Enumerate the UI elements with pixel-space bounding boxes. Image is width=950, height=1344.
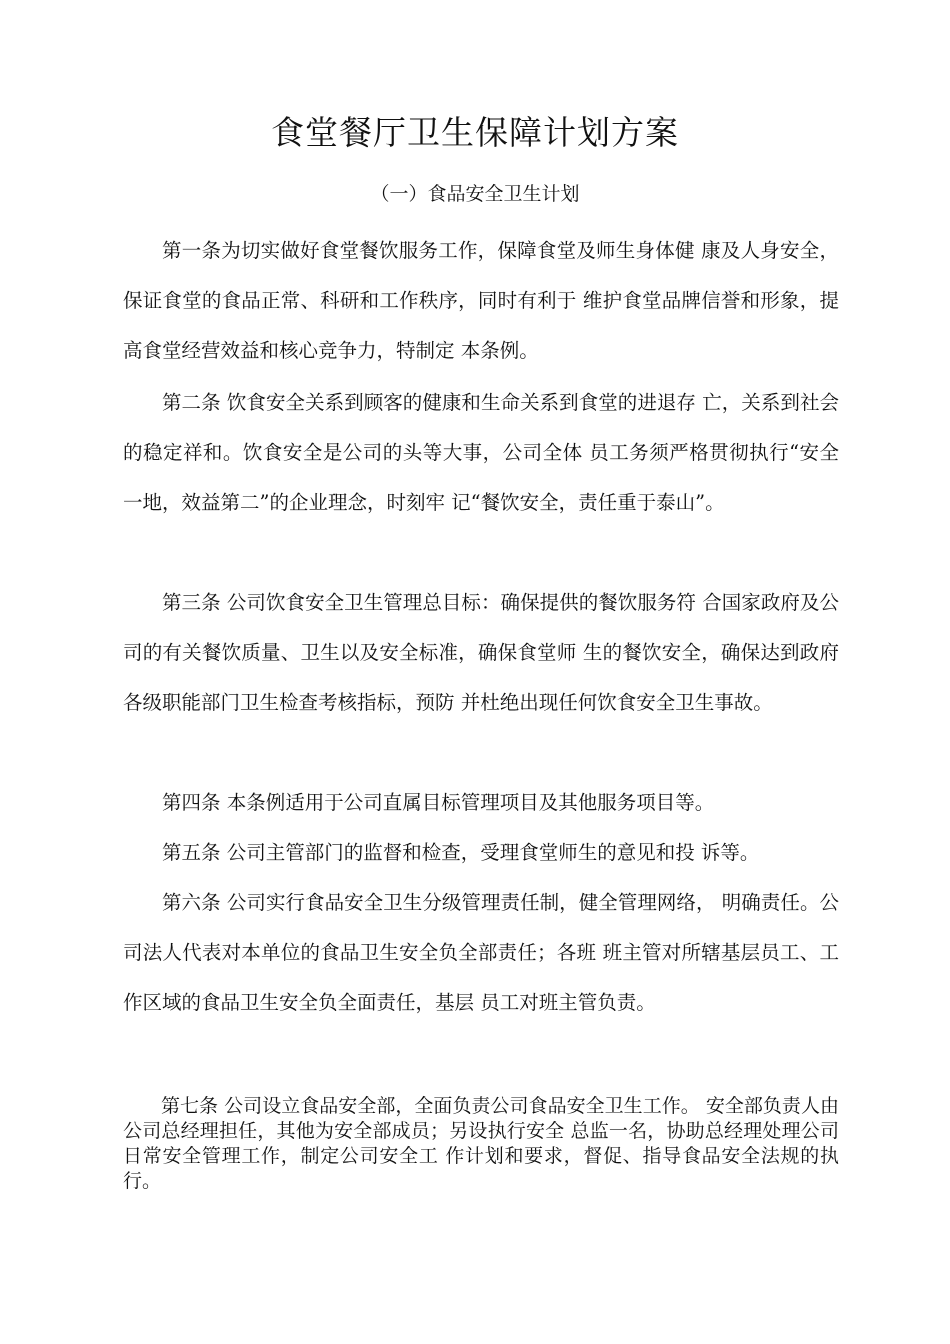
article-7-paragraph: 第七条 公司设立食品安全部，全面负责公司食品安全卫生工作。 安全部负责人由公司总经理担任，其他为安全部成员；另设执行安全 总监一名，协助总经理处理公司日常安全管理工作，制定公司安全工 作计划和要求，督促、指导食品安全法规的执行。 (123, 1095, 839, 1192)
article-6-paragraph: 第六条 公司实行食品安全卫生分级管理责任制，健全管理网络， 明确责任。公司法人代表对本单位的食品卫生安全负全部责任；各班 班主管对所辖基层员工、工作区域的食品卫生安全负全面责任，基层 员工对班主管负责。 (123, 891, 839, 1014)
article-5-paragraph: 第五条 公司主管部门的监督和检查，受理食堂师生的意见和投 诉等。 (162, 841, 760, 864)
page-title: 食堂餐厅卫生保障计划方案 (271, 113, 679, 152)
section-heading: （一）食品安全卫生计划 (370, 183, 580, 205)
article-2-paragraph: 第二条 饮食安全关系到顾客的健康和生命关系到食堂的进退存 亡，关系到社会的稳定祥和。饮食安全是公司的头等大事，公司全体 员工务须严格贯彻执行“安全一地，效益第二”的企业理念，时刻牢 记“餐饮安全，责任重于泰山”。 (123, 391, 839, 514)
article-3-paragraph: 第三条 公司饮食安全卫生管理总目标：确保提供的餐饮服务符 合国家政府及公司的有关餐饮质量、卫生以及安全标准，确保食堂师 生的餐饮安全，确保达到政府各级职能部门卫生检查考核指标，预防 并杜绝出现任何饮食安全卫生事故。 (123, 591, 839, 714)
article-4-paragraph: 第四条 本条例适用于公司直属目标管理项目及其他服务项目等。 (162, 791, 715, 814)
article-1-paragraph: 第一条为切实做好食堂餐饮服务工作，保障食堂及师生身体健 康及人身安全，保证食堂的食品正常、科研和工作秩序，同时有利于 维护食堂品牌信誉和形象，提高食堂经营效益和核心竞争力，特制定 本条例。 (123, 239, 839, 362)
